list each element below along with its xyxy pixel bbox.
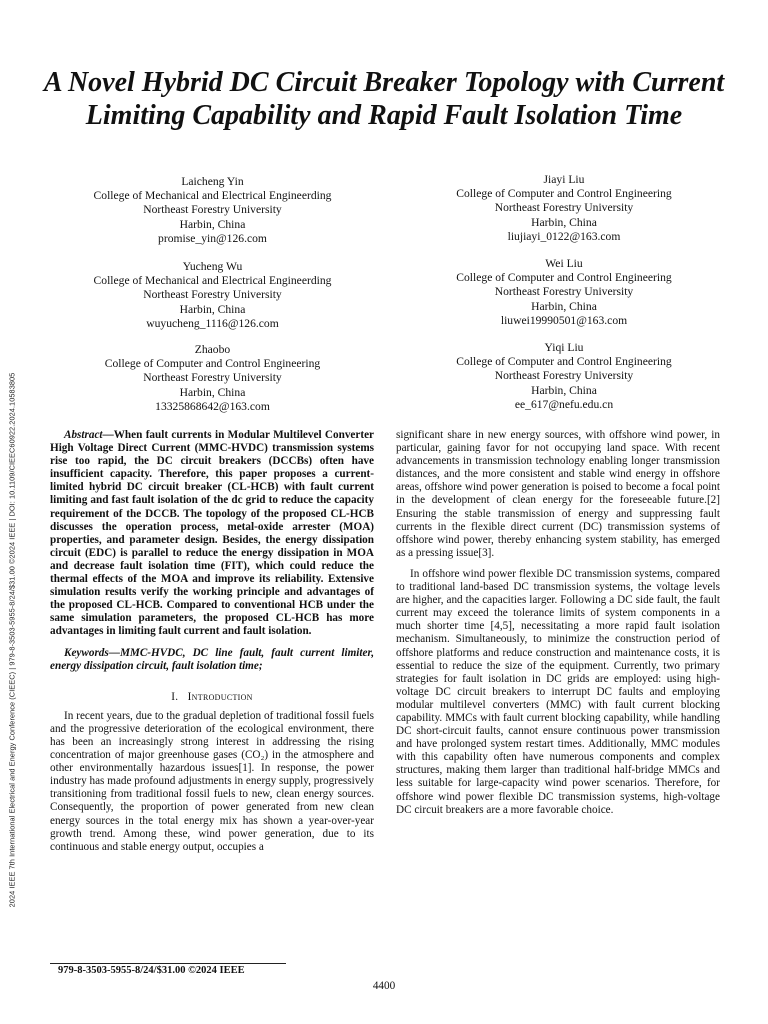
doi-side-note [5,330,19,950]
author-email[interactable]: liujiayi_0122@163.com [507,229,621,243]
author-block-3 [50,260,375,331]
author-city: Harbin, China [531,383,597,397]
author-city: Harbin, China [179,302,246,316]
page-number: 4400 [372,980,396,992]
author-email[interactable]: liuwei19990501@163.com [500,313,628,327]
author-univ: Northeast Forestry University [143,371,282,385]
author-email[interactable]: wuyucheng_1116@126.com [146,316,279,330]
author-block-5 [50,343,375,414]
right-column [396,429,720,817]
section-heading [50,691,374,704]
author-dept: College of Mechanical and Electrical Engineerding [93,189,332,203]
author-dept: College of Computer and Control Engineering [456,271,672,285]
abstract-text: —When fault currents in Modular Multilevel Converter High Voltage Direct Current (MMC-HVDC) transmission systems rise too rapid, the DC circuit breakers (DCCBs) often have insufficient capacity. Therefore, this paper proposes a current-limited hybrid DC circuit breaker (CL-HCB) with fault current limiting and fast fault isolation of the dc grid to reduce the capacity requirement of the DCCB. The topology of the proposed CL-HCB discusses the operation process, metal-oxide arrester (MOA) properties, and parameter design. Besides, the energy dissipation circuit (EDC) is parallel to reduce the energy dissipation in MOA and decrease fault isolation time (FIT), which could reduce the thermal effects of the MOA and improve its reliability. Extensive simulation results verify the working principle and advantages of the proposed CL-HCB. Compared to conventional HCB under the same simulation parameters, the proposed CL-HCB has more advantages in limiting fault current and fault isolation. [50,429,374,638]
author-dept: College of Computer and Control Engineering [456,187,672,201]
paper-title: A Novel Hybrid DC Circuit Breaker Topology with Current Limiting Capability and Rapid Fault Isolation Time [43,67,725,131]
author-name: Zhaobo [194,343,231,356]
footer-rule [50,963,286,964]
author-email[interactable]: 13325868642@163.com [155,399,270,413]
author-univ: Northeast Forestry University [494,201,634,215]
right-paragraph-2: In offshore wind power flexible DC transmission systems, compared to traditional land-based DC transmission systems, the voltage levels are higher, and the capacities larger. Following a DC side fault, the fault current may exceed the tolerance limits of system components in a much shorter time [4,5], necessitating a more rapid fault isolation mechanism. Simultaneously, to minimize the construction period of offshore platforms and reduce construction and maintenance costs, it is essential to reduce the size of the equipment. Currently, two primary strategies for fault isolation in DC grids are employed: using high-voltage DC circuit breakers to interrupt DC faults and employing modular multilevel converters (MMC) with fault current blocking capability. MMCs with fault current blocking capability, while handling DC short-circuit faults, cannot ensure continuous power transmission and have prolonged system restart times. Additionally, MMC modules with this capability often have numerous components and complex structures, making them larger than traditional half-bridge MMCs and less suitable for large-capacity wind power scenarios. Therefore, for offshore wind power flexible DC transmission systems, high-voltage DC circuit breakers are a more favorable choice. [396,567,720,816]
left-column [50,429,374,854]
author-city: Harbin, China [179,217,246,231]
footer-isbn: 979-8-3503-5955-8/24/$31.00 ©2024 IEEE [58,965,245,976]
author-dept: College of Mechanical and Electrical Engineerding [93,274,332,288]
author-dept: College of Computer and Control Engineering [104,357,321,371]
abstract-label: Abstract [64,429,103,441]
author-dept: College of Computer and Control Engineering [456,355,672,369]
author-email[interactable]: promise_yin@126.com [158,231,267,245]
author-block-1 [50,175,375,246]
author-block-6 [398,341,730,412]
author-block-4 [398,257,730,328]
author-city: Harbin, China [531,299,597,313]
right-paragraph-1: significant share in new energy sources, with offshore wind power, in particular, gaining favor for not occupying land space. With recent advancements in transmission technology enabling longer transmission distances, and the more consistent and stable wind energy in offshore areas, offshore wind power generation is poised to become a focal point in the development of clean energy for the foreseeable future.[2] Ensuring the stable transmission of energy and suppressing fault currents in the flexible direct current (DC) transmission systems of offshore wind power, thereby enhancing system stability, has emerged as a pressing issue[3]. [396,429,720,559]
author-name: Jiayi Liu [543,173,585,186]
author-city: Harbin, China [531,215,597,229]
keywords: Keywords—MMC-HVDC, DC line fault, fault current limiter, energy dissipation circuit, fault isolation time; [50,646,374,672]
author-block-2 [398,173,730,244]
author-name: Yiqi Liu [544,341,584,354]
author-name: Laicheng Yin [181,175,244,188]
intro-paragraph-1: In recent years, due to the gradual depletion of traditional fossil fuels and the progressive deterioration of the ecological environment, there has been an increasingly strong interest in addressing the rising concentration of major greenhouse gases (CO₂) in the atmosphere and other environmentally hazardous issues[1]. In response, the power industry has made profound adjustments in energy supply, progressively transitioning from traditional fossil fuels to new, clean energy sources. Consequently, the proportion of power generated from new clean energy sources in the total energy mix has shown a year-over-year growth trend. Among these, wind power generation, due to its continuous and stable energy output, occupies a [50,709,374,853]
abstract [50,429,374,639]
author-univ: Northeast Forestry University [494,369,634,383]
author-city: Harbin, China [179,385,246,399]
section-title: Introduction [187,690,253,703]
author-name: Wei Liu [545,257,583,270]
author-univ: Northeast Forestry University [143,203,282,217]
author-name: Yucheng Wu [182,260,243,273]
author-univ: Northeast Forestry University [494,285,634,299]
author-univ: Northeast Forestry University [143,288,282,302]
doi-side-note-text: 2024 IEEE 7th International Electrical and Energy Conference (CIEEC) | 979-8-3503-5955-8/24/$31.00 ©2024 IEEE | DOI: 10.1109/CIEEC60922.2024.10583805 [7,372,17,908]
section-number: I. [171,690,179,703]
author-email[interactable]: ee_617@nefu.edu.cn [514,397,614,411]
